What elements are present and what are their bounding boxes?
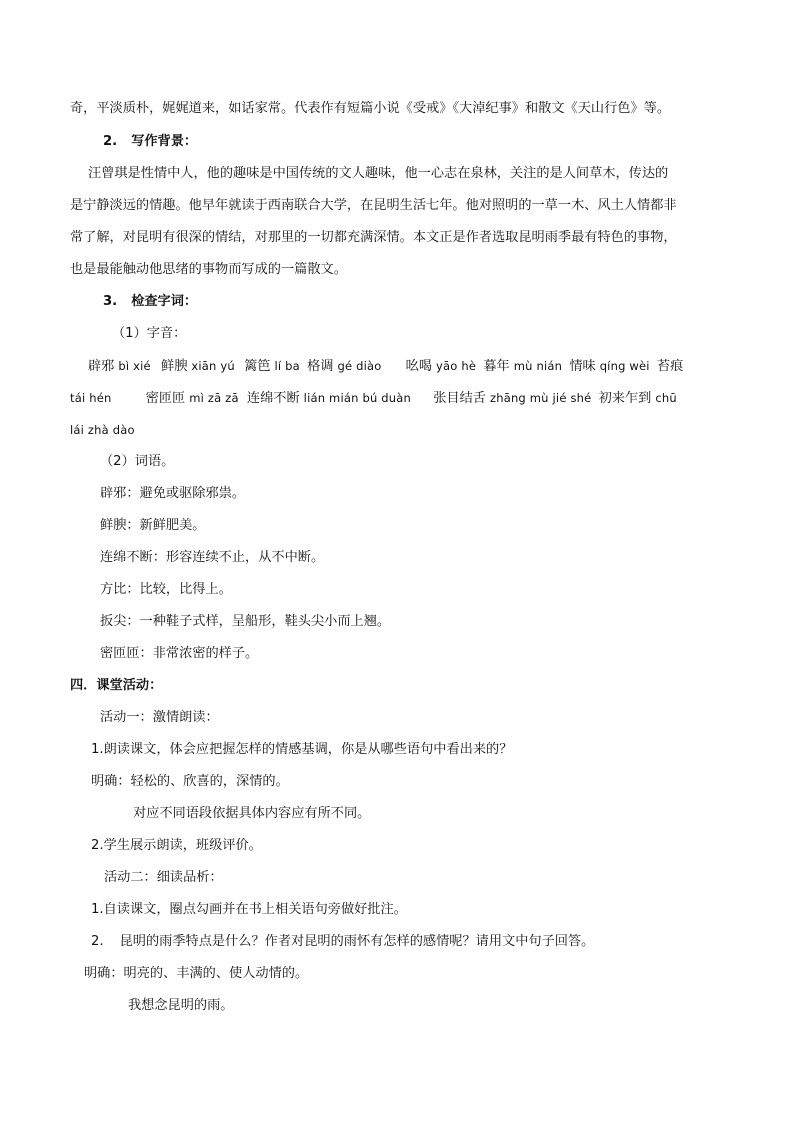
pinyin: mù nián <box>513 359 563 373</box>
answer-4-detail: 我想念昆明的雨。 <box>128 998 234 1013</box>
answer-1-detail: 对应不同语段依据具体内容应有所不同。 <box>133 806 371 821</box>
pinyin: qíng wèi <box>599 359 650 373</box>
pronunciation-row-1 <box>88 357 683 375</box>
pronunciation-row-3: lái zhà dào <box>70 423 135 437</box>
word: 鲜腴 <box>161 359 188 374</box>
question-text: 昆明的雨季特点是什么？作者对昆明的雨怀有怎样的感情呢？请用文中句子回答。 <box>119 934 595 949</box>
pinyin: lí ba <box>274 359 300 373</box>
background-line-1: 汪曾琪是性情中人，他的趣味是中国传统的文人趣味，他一心志在泉林，关注的是人间草木，传达的 <box>88 166 669 181</box>
pinyin: lián mián bú duàn <box>303 391 412 405</box>
pinyin: tái hén <box>70 391 112 405</box>
word: 吆喝 <box>405 359 433 374</box>
intro-tail-text: 奇，平淡质朴，娓娓道来，如话家常。代表作有短篇小说《受戒》《大淖纪事》和散文《天山行色》等。 <box>70 101 671 116</box>
word: 连绵不断 <box>246 391 300 406</box>
heading-number: 2. <box>103 134 118 149</box>
background-line-4: 也是最能触动他思绪的事物而写成的一篇散文。 <box>70 262 347 277</box>
heading-title: 检查字词： <box>131 294 198 309</box>
word: 暮年 <box>483 359 510 374</box>
answer-4: 明确：明亮的、丰满的、使人动情的。 <box>84 966 309 981</box>
glossary-item: 辟邪：避免或驱除邪祟。 <box>100 486 246 501</box>
pinyin: zhāng mù jié shé <box>489 391 592 405</box>
sub-heading-pronunciation: （1）字音： <box>112 326 187 341</box>
glossary-item: 连绵不断：形容连续不止，从不中断。 <box>100 550 325 565</box>
word: 格调 <box>307 359 334 374</box>
pinyin: xiān yú <box>191 359 235 373</box>
glossary-item: 方比：比较，比得上。 <box>100 582 232 597</box>
pinyin: gé diào <box>337 359 382 373</box>
heading-number: 3. <box>103 294 118 309</box>
heading-title: 写作背景： <box>131 134 198 149</box>
word: 辟邪 <box>88 359 115 374</box>
pinyin: chū <box>655 391 677 405</box>
answer-1: 明确：轻松的、欣喜的，深情的。 <box>91 774 289 789</box>
heading-writing-background <box>103 133 197 151</box>
question-2: 2.学生展示朗读，班级评价。 <box>91 838 262 853</box>
pinyin: yāo hè <box>436 359 477 373</box>
word: 篱笆 <box>244 359 271 374</box>
word: 初来乍到 <box>598 391 652 406</box>
word: 情味 <box>569 359 596 374</box>
background-line-2: 是宁静淡远的情趣。他早年就读于西南联合大学，在昆明生活七年。他对照明的一草一木、风土人情都非 <box>70 198 677 213</box>
pronunciation-row-2 <box>70 389 677 407</box>
sub-heading-vocabulary: （2）词语。 <box>100 454 175 469</box>
question-3: 1.自读课文，圈点勾画并在书上相关语句旁做好批注。 <box>91 902 407 917</box>
question-number: 2. <box>91 934 104 949</box>
word: 张目结舌 <box>433 391 486 406</box>
heading-check-words <box>103 293 197 311</box>
activity-one-title: 活动一：激情朗读： <box>100 710 219 725</box>
word: 密匝匝 <box>145 391 186 406</box>
background-line-3: 常了解，对昆明有很深的情结，对那里的一切都充满深情。本文正是作者选取昆明雨季最有特色的事物， <box>70 230 677 245</box>
pinyin: mì zā zā <box>189 391 239 405</box>
word: 苔痕 <box>656 359 684 374</box>
question-4 <box>91 933 594 951</box>
glossary-item: 扳尖：一种鞋子式样，呈船形，鞋头尖小而上翘。 <box>100 614 391 629</box>
glossary-item: 密匝匝：非常浓密的样子。 <box>100 646 259 661</box>
glossary-item: 鲜腴：新鲜肥美。 <box>100 518 206 533</box>
question-1: 1.朗读课文，体会应把握怎样的情感基调，你是从哪些语句中看出来的？ <box>91 742 513 757</box>
pinyin: bì xié <box>118 359 151 373</box>
section-heading-class-activity: 四．课堂活动： <box>70 678 163 693</box>
activity-two-title: 活动二：细读品析： <box>104 870 223 885</box>
